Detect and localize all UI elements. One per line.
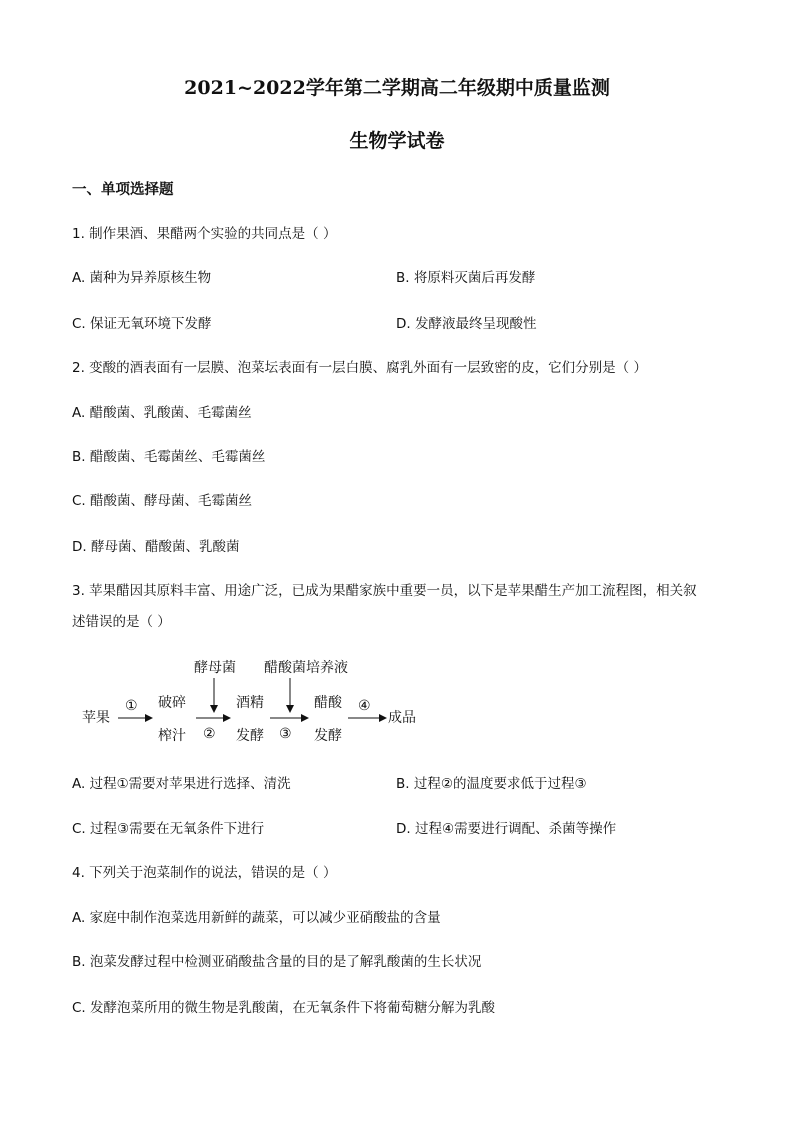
question-2-option-c: C. 醋酸菌、酵母菌、毛霉菌丝 (72, 493, 253, 509)
flow-input-3: 醋酸菌培养液 (264, 660, 348, 676)
question-2-option-a: A. 醋酸菌、乳酸菌、毛霉菌丝 (72, 405, 252, 421)
flow-node-3-bottom: 发酵 (314, 728, 342, 744)
question-1-option-a: A. 菌种为异养原核生物 (72, 270, 212, 286)
question-1-option-d: D. 发酵液最终呈现酸性 (396, 316, 537, 332)
question-3-option-c: C. 过程③需要在无氧条件下进行 (72, 821, 265, 837)
apple-vinegar-flowchart (72, 652, 432, 752)
flow-step-2: ② (203, 726, 216, 742)
flow-start: 苹果 (82, 710, 110, 726)
flow-node-1-bottom: 榨汁 (158, 728, 186, 744)
flow-node-2-bottom: 发酵 (236, 728, 264, 744)
question-2-stem: 2. 变酸的酒表面有一层膜、泡菜坛表面有一层白膜、腐乳外面有一层致密的皮，它们分别是（ ） (72, 360, 647, 376)
question-1-stem: 1. 制作果酒、果醋两个实验的共同点是（ ） (72, 226, 337, 242)
flow-node-1-top: 破碎 (158, 695, 186, 711)
flow-step-1: ① (125, 698, 138, 714)
question-1-option-b: B. 将原料灭菌后再发酵 (396, 270, 536, 286)
question-4-stem: 4. 下列关于泡菜制作的说法，错误的是（ ） (72, 865, 337, 881)
question-2-option-b: B. 醋酸菌、毛霉菌丝、毛霉菌丝 (72, 449, 266, 465)
question-3-option-b: B. 过程②的温度要求低于过程③ (396, 776, 587, 792)
question-3-stem-line2: 述错误的是（ ） (72, 614, 171, 630)
flow-end: 成品 (388, 710, 416, 726)
question-4-option-a: A. 家庭中制作泡菜选用新鲜的蔬菜，可以减少亚硝酸盐的含量 (72, 910, 441, 926)
section-heading: 一、单项选择题 (72, 182, 174, 198)
flow-step-4: ④ (358, 698, 371, 714)
flow-step-3: ③ (279, 726, 292, 742)
question-4-option-c: C. 发酵泡菜所用的微生物是乳酸菌，在无氧条件下将葡萄糖分解为乳酸 (72, 1000, 496, 1016)
question-3-stem-line1: 3. 苹果醋因其原料丰富、用途广泛，已成为果醋家族中重要一员，以下是苹果醋生产加工流程图，相关叙 (72, 583, 697, 599)
question-3-option-a: A. 过程①需要对苹果进行选择、清洗 (72, 776, 291, 792)
question-4-option-b: B. 泡菜发酵过程中检测亚硝酸盐含量的目的是了解乳酸菌的生长状况 (72, 954, 482, 970)
page-title: 2021~2022学年第二学期高二年级期中质量监测 (184, 77, 610, 99)
question-2-option-d: D. 酵母菌、醋酸菌、乳酸菌 (72, 539, 240, 555)
flow-input-2: 酵母菌 (194, 660, 236, 676)
flow-node-3-top: 醋酸 (314, 695, 342, 711)
page-subtitle: 生物学试卷 (349, 130, 445, 152)
flow-node-2-top: 酒精 (236, 695, 264, 711)
question-3-option-d: D. 过程④需要进行调配、杀菌等操作 (396, 821, 617, 837)
question-1-option-c: C. 保证无氧环境下发酵 (72, 316, 212, 332)
